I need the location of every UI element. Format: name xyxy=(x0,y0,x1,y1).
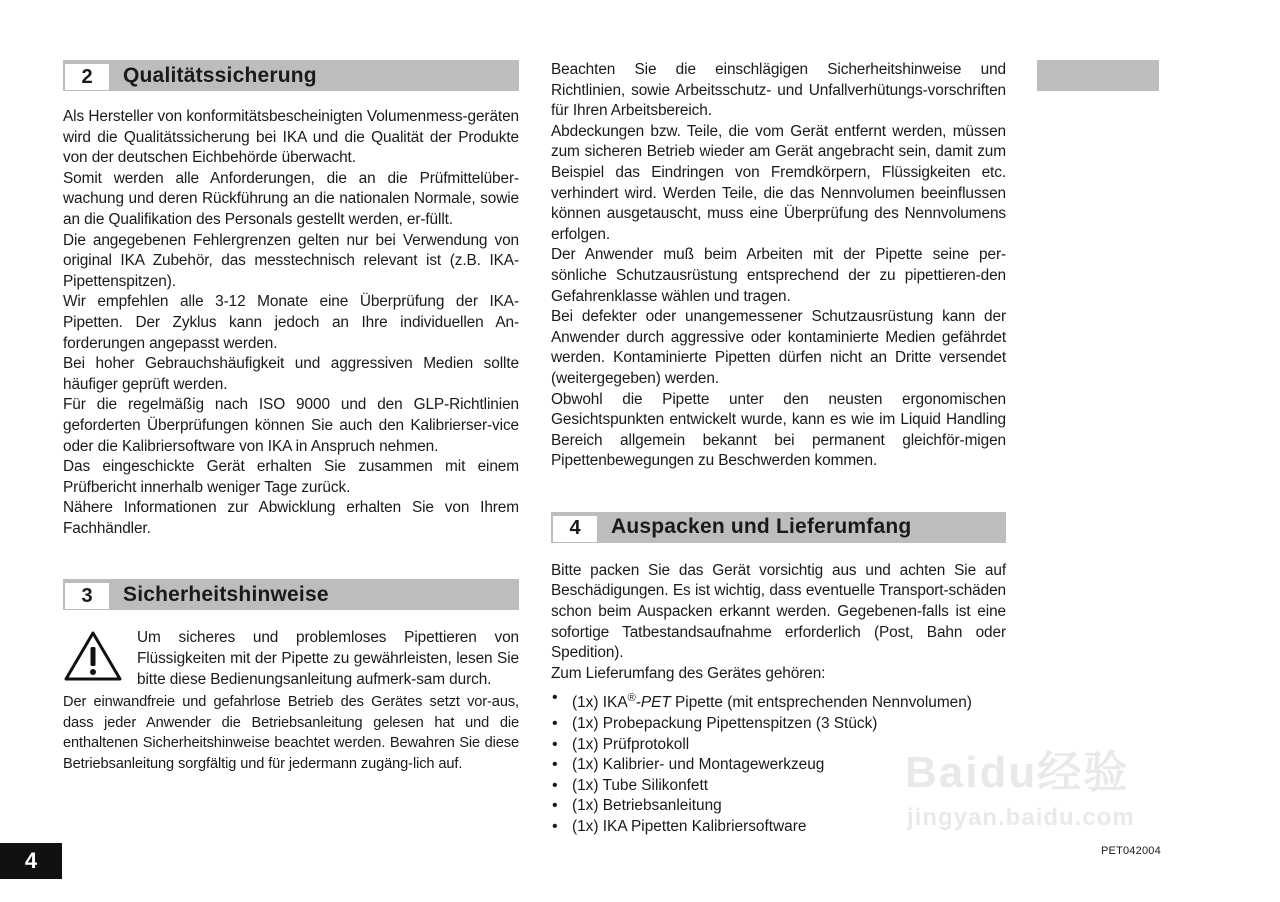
paragraph: Obwohl die Pipette unter den neusten ergonomischen Gesichtspunkten entwickelt wurde, kann es wie im Liquid Handling Bereich allgemein bekannt bei permanent gleichför-migen Pipettenbewegungen zu Beschwerden kommen. xyxy=(551,390,1006,470)
watermark-url: jingyan.baidu.com xyxy=(907,804,1135,831)
section-title: Auspacken und Lieferumfang xyxy=(611,515,912,539)
section-title: Qualitätssicherung xyxy=(123,63,317,87)
list-item: • (1x) Tube Silikonfett xyxy=(551,776,1006,797)
warning-block xyxy=(63,628,519,690)
section-header-unpacking xyxy=(551,512,1006,543)
paragraph: Der einwandfreie und gefahrlose Betrieb des Gerätes setzt vor-aus, dass jeder Anwender die Betriebsanleitung gelesen hat und die enthaltenen Sicherheitshinweise beachtet werden. Bewahren Sie diese Betriebsanleitung sorgfältig und für jedermann zugäng-lich auf. xyxy=(63,694,519,773)
warning-text: Um sicheres und problemloses Pipettieren von Flüssigkeiten mit der Pipette zu gewährleisten, lesen Sie bitte diese Bedienungsanleitung aufmerk-sam durch. xyxy=(137,629,519,688)
paragraph: Bei hoher Gebrauchshäufigkeit und aggressiven Medien sollte häufiger geprüft werden. xyxy=(63,355,519,393)
paragraph: Abdeckungen bzw. Teile, die vom Gerät entfernt werden, müssen zum sicheren Betrieb wieder am Gerät angebracht sein, damit zum Beispiel das Eindringen von Fremdkörpern, Flüssigkeiten etc. verhindert wird. Werden Teile, die das Nennvolumen beeinflussen können ausgetauscht, muss eine Überprüfung des Nennvolumens erfolgen. xyxy=(551,122,1006,243)
section-header-safety xyxy=(63,579,519,610)
paragraph: Nähere Informationen zur Abwicklung erhalten Sie von Ihrem Fachhändler. xyxy=(63,499,519,537)
list-item: • (1x) Betriebsanleitung xyxy=(551,796,1006,817)
paragraph: Wir empfehlen alle 3-12 Monate eine Überprüfung der IKA-Pipetten. Der Zyklus kann jedoch an Ihre individuellen An-forderungen angepasst werden. xyxy=(63,293,519,352)
warning-triangle-icon xyxy=(63,628,123,690)
paragraph: Als Hersteller von konformitätsbescheinigten Volumenmess-geräten wird die Qualitätssicherung bei IKA und die Qualität der Produkte von der deutschen Eichbehörde überwacht. xyxy=(63,108,519,167)
page-number: 4 xyxy=(0,843,62,879)
registered-mark: ® xyxy=(627,692,636,705)
list-item: • (1x) Prüfprotokoll xyxy=(551,735,1006,756)
paragraph: Die angegebenen Fehlergrenzen gelten nur bei Verwendung von original IKA Zubehör, das messtechnisch relevant ist (z.B. IKA-Pipettenspitzen). xyxy=(63,231,519,290)
chapter-tab xyxy=(1037,60,1159,91)
watermark-logo: Baidu经验 xyxy=(905,748,1130,797)
section-number: 3 xyxy=(65,583,109,609)
scope-intro: Zum Lieferumfang des Gerätes gehören: xyxy=(551,664,826,682)
list-item: • (1x) Kalibrier- und Montagewerkzeug xyxy=(551,755,1006,776)
document-code: PET042004 xyxy=(1101,845,1161,857)
right-column xyxy=(551,60,1006,838)
watermark xyxy=(905,722,1183,852)
section-number: 2 xyxy=(65,64,109,90)
product-name: -PET xyxy=(635,694,671,712)
list-item: • (1x) Probepackung Pipettenspitzen (3 Stück) xyxy=(551,714,1006,735)
section-number: 4 xyxy=(553,516,597,542)
paragraph: Das eingeschickte Gerät erhalten Sie zusammen mit einem Prüfbericht innerhalb weniger Tage zurück. xyxy=(63,458,519,496)
paragraph: Somit werden alle Anforderungen, die an die Prüfmittelüber-wachung und deren Rückführung an die nationalen Normale, sowie an die Qualifikation des Personals gestellt werden, er-füllt. xyxy=(63,169,519,228)
section-title: Sicherheitshinweise xyxy=(123,582,329,606)
paragraph: Bei defekter oder unangemessener Schutzausrüstung kann der Anwender durch aggressive oder kontaminierte Medien gefährdet werden. Kontaminierte Pipetten dürfen nicht an Dritte versendet (weitergegeben) werden. xyxy=(551,308,1006,387)
list-item: • (1x) IKA Pipetten Kalibriersoftware xyxy=(551,817,1006,838)
paragraph: Beachten Sie die einschlägigen Sicherheitshinweise und Richtlinien, sowie Arbeitsschutz- und Unfallverhütungs-vorschriften für Ihren Arbeitsbereich. xyxy=(551,61,1006,120)
paragraph: Bitte packen Sie das Gerät vorsichtig aus und achten Sie auf Beschädigungen. Es ist wichtig, dass eventuelle Transport-schäden schon beim Auspacken erkannt werden. Gegebenen-falls ist eine sofortige Tatbestandsaufnahme erforderlich (Post, Bahn oder Spedition). xyxy=(551,561,1006,662)
list-item: • (1x) IKA®-PET Pipette (mit entsprechenden Nennvolumen) xyxy=(551,688,1006,714)
left-column xyxy=(63,60,519,775)
section-header-quality xyxy=(63,60,519,91)
paragraph: Für die regelmäßig nach ISO 9000 und den GLP-Richtlinien geforderten Überprüfungen können Sie auch den Kalibrierser-vice oder die Kalibriersoftware von IKA in Anspruch nehmen. xyxy=(63,396,519,455)
paragraph: Der Anwender muß beim Arbeiten mit der Pipette seine per-sönliche Schutzausrüstung entsprechend der zu pipettieren-den Gefahrenklasse wählen und tragen. xyxy=(551,246,1006,305)
